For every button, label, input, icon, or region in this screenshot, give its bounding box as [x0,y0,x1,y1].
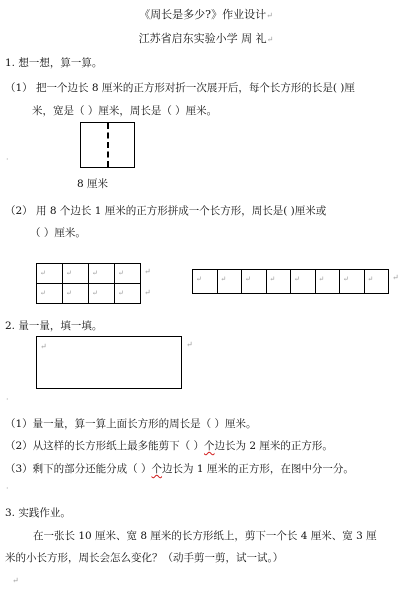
question-1-1-line1: （1） 把一个边长 8 厘米的正方形对折一次展开后，每个长方形的长是( )厘 [5,82,355,94]
rectangle-to-measure [36,336,182,389]
grid-cell: ↵ [37,284,63,304]
section1-heading: 1. 想一想，算一算。 [5,57,103,69]
grid-cell: ↵ [63,264,89,284]
fold-line [107,123,109,167]
grid-cell: ↵ [37,264,63,284]
paragraph-mark: ↵ [12,576,19,585]
folded-square-figure [80,122,135,168]
page-title: 《周长是多少?》作业设计↵ [139,8,273,21]
grid-cell: ↵ [365,270,390,294]
section3-line1: 在一张长 10 厘米、宽 8 厘米的长方形纸上，剪下一个长 4 厘米、宽 3 厘 [33,530,377,542]
paragraph-mark: ↵ [40,342,47,351]
grid-cell: ↵ [63,284,89,304]
paragraph-mark: · [6,484,9,493]
author-line: 江苏省启东实验小学 周 礼↵ [138,32,274,45]
grid-cell: ↵ [115,264,141,284]
grid-cell: ↵ [340,270,365,294]
grid-cell: ↵ [267,270,292,294]
paragraph-mark: ↵ [186,340,193,349]
grid-2x4 [36,263,141,304]
section3-heading: 3. 实践作业。 [5,507,71,519]
grid-cell: ↵ [193,270,218,294]
grid-cell: ↵ [89,264,115,284]
paragraph-mark: · [6,155,9,164]
question-1-2-line1: （2） 用 8 个边长 1 厘米的正方形拼成一个长方形，周长是( )厘米或 [5,205,327,217]
grid-cell: ↵ [291,270,316,294]
grid-cell: ↵ [242,270,267,294]
question-1-2-line2: （ ）厘米。 [30,227,86,239]
paragraph-mark: · [6,395,9,404]
paragraph-mark: ↵ [392,273,399,282]
section3-line2: 米的小长方形，周长会怎么变化？（动手剪一剪，试一试。） [5,552,284,564]
question-1-1-line2: 米，宽是（ ）厘米，周长是（ ）厘米。 [32,105,218,117]
question-2-2: （2）从这样的长方形纸上最多能剪下（ ）个边长为 2 厘米的正方形。 [5,440,333,452]
section2-heading: 2. 量一量，填一填。 [5,320,103,332]
grid-1x8 [192,269,389,294]
paragraph-mark: ↵ [144,288,151,297]
paragraph-mark: ↵ [144,267,151,276]
square-side-label: 8 厘米 [77,178,109,190]
grid-cell: ↵ [218,270,243,294]
grid-cell: ↵ [89,284,115,304]
grid-cell: ↵ [115,284,141,304]
question-2-3: （3）剩下的部分还能分成（ ）个边长为 1 厘米的正方形，在图中分一分。 [5,463,354,475]
question-2-1: （1）量一量，算一算上面长方形的周长是（ ）厘米。 [5,418,257,430]
grid-cell: ↵ [316,270,341,294]
